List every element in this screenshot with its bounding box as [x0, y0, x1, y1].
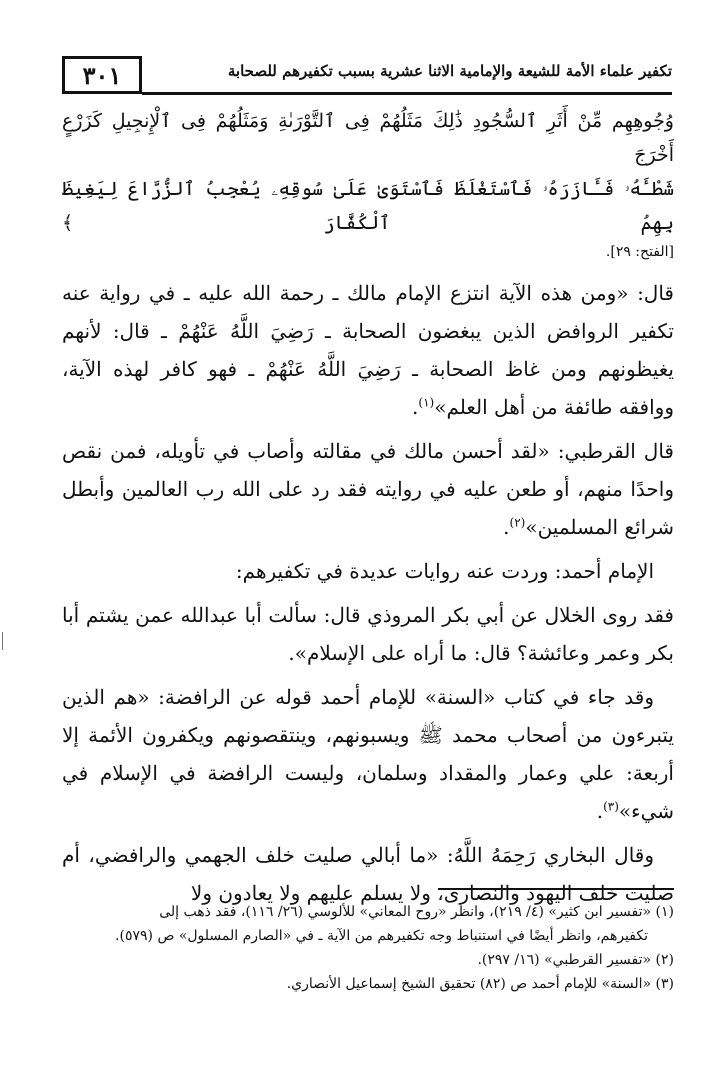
paragraph-end: .: [596, 799, 604, 823]
running-title: تكفير علماء الأمة للشيعة والإمامية الاثنا عشرية بسبب تكفيرهم للصحابة: [227, 62, 672, 80]
footnote-1-continued: تكفيرهم، وانظر أيضًا في استنباط وجه تكفيرهم من الآية ـ في «الصارم المسلول» ص (٥٧٩).: [115, 928, 648, 944]
scan-mark: [2, 632, 3, 650]
footnote-ref: (٣): [603, 799, 619, 814]
paragraph-text: وقال البخاري رَحِمَهُ اللَّهُ: «ما أبالي صليت خلف الجهمي والرافضي، أم صليت خلف اليهود والنصارى، ولا يسلم عليهم ولا يعادون ولا: [62, 843, 674, 905]
footnote-2: (٢) «تفسير القرطبي» (١٦/ ٢٩٧).: [477, 952, 674, 968]
page-header: [62, 56, 672, 96]
paragraph-malik: [62, 274, 674, 426]
paragraph-ahmad-heading: [62, 552, 674, 590]
paragraph-text: قال القرطبي: «لقد أحسن مالك في مقالته وأصاب في تأويله، فمن نقص واحدًا منهم، أو طعن عليه في روايته فقد رد على الله رب العالمين وأبطل شرائع المسلمين»: [62, 439, 674, 539]
footnote-ref: (٢): [509, 515, 526, 530]
paragraph-khallal: [62, 596, 674, 672]
paragraph-sunnah: [62, 678, 674, 830]
footnotes: [62, 900, 674, 996]
paragraph-end: .: [503, 515, 510, 539]
paragraph-text: قال: «ومن هذه الآية انتزع الإمام مالك ـ رحمة الله عليه ـ في رواية عنه تكفير الروافض الذين يبغضون الصحابة ـ رَضِيَ اللَّهُ عَنْهُمْ ـ قال: لأنهم يغيظونهم ومن غاظ الصحابة ـ رَضِيَ اللَّهُ عَنْهُمْ ـ فهو كافر لهذه الآية، ووافقه طائفة من أهل العلم»: [62, 281, 674, 419]
footnote-divider: [438, 888, 674, 890]
footnote-1: (١) «تفسير ابن كثير» (٤/ ٢١٩)، وانظر «روح المعاني» للألوسي (٢٦/ ١١٦)، فقد ذهب إلى: [159, 904, 674, 920]
quran-verse-line-1: وُجُوهِهِم مِّنْ أَثَرِ ٱلسُّجُودِ ذَٰلِكَ مَثَلُهُمْ فِى ٱلتَّوْرَىٰةِ وَمَثَلُهُمْ فِى ٱلْإِنجِيلِ كَزَرْعٍ أَخْرَجَ: [62, 110, 674, 166]
verse-reference: [الفتح: ٢٩].: [605, 244, 674, 260]
footnote-ref: (١): [418, 395, 435, 410]
header-rule: [142, 92, 672, 95]
page-body: [62, 104, 674, 918]
page-number: ٣٠١: [62, 56, 142, 94]
paragraph-qurtubi: [62, 432, 674, 546]
paragraph-text: فقد روى الخلال عن أبي بكر المروذي قال: سألت أبا عبدالله عمن يشتم أبا بكر وعمر وعائشة؟ قال: ما أراه على الإسلام».: [62, 603, 674, 665]
quran-verse-line-2: شَطْـَٔهُۥ فَـَٔازَرَهُۥ فَٱسْتَغْلَظَ فَٱسْتَوَىٰ عَلَىٰ سُوقِهِۦ يُعْجِبُ ٱلزُّرَّاعَ لِيَغِيظَ بِهِمُ ٱلْكُفَّارَ ﴾: [62, 178, 674, 234]
paragraph-text: الإمام أحمد: وردت عنه روايات عديدة في تكفيرهم:: [235, 559, 654, 583]
paragraph-end: .: [412, 395, 419, 419]
paragraph-text: وقد جاء في كتاب «السنة» للإمام أحمد قوله عن الرافضة: «هم الذين يتبرءون من أصحاب محمد ﷺ ويسبونهم، وينتقصونهم ويكفرون الأئمة إلا أربعة: علي وعمار والمقداد وسلمان، وليست الرافضة في الإسلام في شيء»: [62, 685, 674, 823]
footnote-3: (٣) «السنة» للإمام أحمد ص (٨٢) تحقيق الشيخ إسماعيل الأنصاري.: [286, 976, 674, 992]
